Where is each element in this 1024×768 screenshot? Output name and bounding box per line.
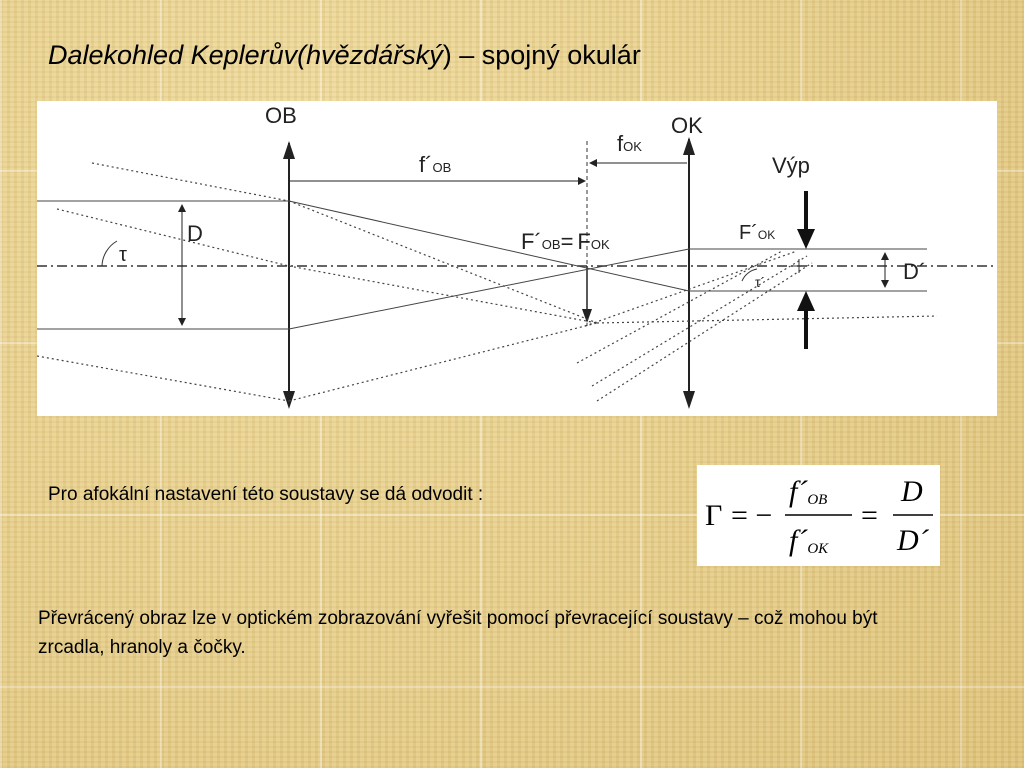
label-focus: F´OB= FOK — [521, 229, 610, 254]
label-vyp: Výp — [772, 153, 810, 178]
label-ok: OK — [671, 113, 703, 138]
note-text: Převrácený obraz lze v optickém zobrazování vyřešit pomocí převracející soustavy – což mohou být zrcadla, hranoly a čočky. — [38, 608, 878, 658]
objective-lens-top-arrow — [283, 141, 295, 159]
eyepiece-lens-top-arrow — [683, 137, 695, 155]
formula-num1: f´OB — [789, 475, 828, 508]
magnification-formula — [697, 465, 940, 566]
label-d-prime: D´ — [903, 259, 927, 284]
formula-den1: f´OK — [789, 524, 829, 557]
tau-angle-arc — [102, 241, 117, 266]
label-f-ok: fOK — [617, 131, 642, 156]
title-normal: ) – spojný okulár — [442, 40, 641, 70]
formula-num2: D — [901, 475, 923, 508]
label-tau: τ — [119, 244, 127, 266]
eyepiece-lens-bottom-arrow — [683, 391, 695, 409]
title-italic: Dalekohled Keplerův(hvězdářský — [48, 40, 443, 70]
label-f-ok-prime: F´OK — [739, 222, 776, 244]
formula-eq2: = — [861, 499, 878, 532]
label-d: D — [187, 221, 203, 246]
slide-title — [48, 40, 641, 71]
label-ob: OB — [265, 103, 297, 128]
label-f-ob: f´OB — [419, 152, 452, 177]
formula-den2: D´ — [897, 524, 929, 557]
formula-eq1: = − — [731, 499, 773, 532]
label-tau-prime: τ´ — [755, 274, 766, 290]
kepler-telescope-diagram — [37, 101, 997, 416]
intro-text: Pro afokální nastavení této soustavy se dá odvodit : — [48, 484, 484, 505]
image-arrow-head — [582, 309, 592, 323]
formula-gamma: Γ — [705, 499, 723, 532]
